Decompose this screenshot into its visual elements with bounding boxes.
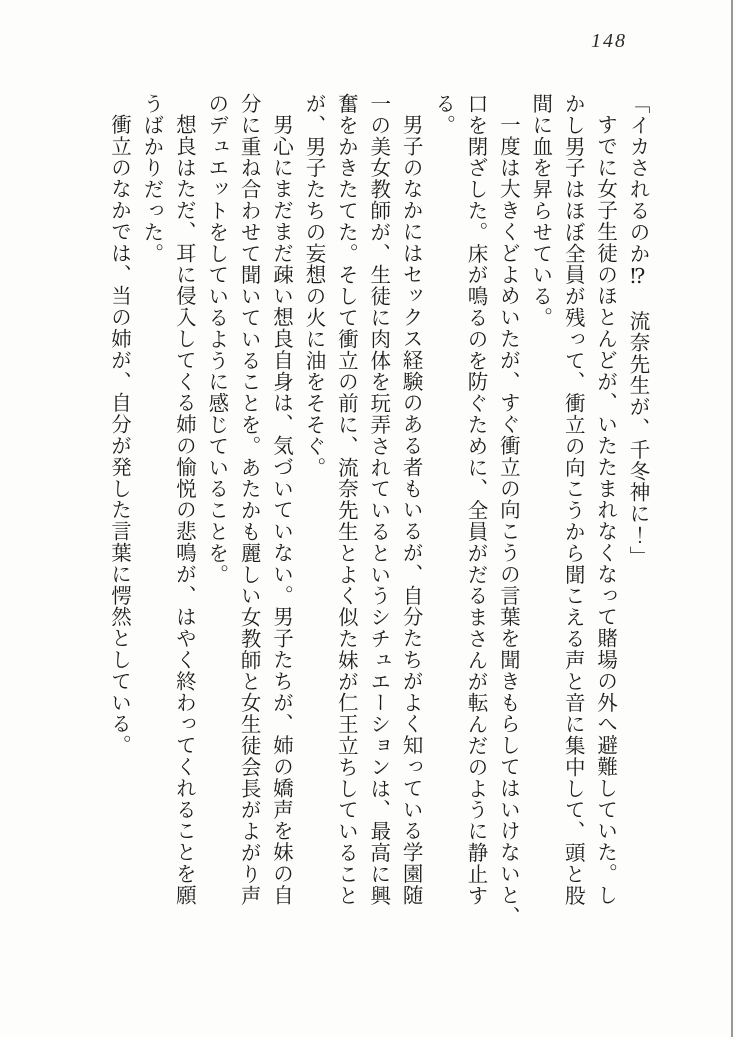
text-line-1: 「イカされるのか⁉ 流奈先生が、千冬神に！」 (626, 93, 648, 568)
text-line-6: 口を閉ざした。床が鳴るのを防ぐために、全員がだるまさんが転んだのように静止す (463, 93, 486, 907)
text-line-16: うばかりだった。 (139, 93, 162, 265)
text-line-7: る。 (431, 93, 454, 136)
body-text (102, 93, 653, 968)
text-line-12: 男心にまだまだ疎い想良自身は、気づいていない。男子たちが、姉の嬌声を妹の自 (269, 114, 292, 907)
text-line-3: かし男子はほぼ全員が残って、衝立の向こうから聞こえる声と音に集中して、頭と股 (561, 93, 584, 907)
text-line-8: 男子のなかにはセックス経験のある者もいるが、自分たちがよく知っている学園随 (399, 114, 422, 907)
page-edge-line (731, 0, 733, 1037)
text-line-5: 一度は大きくどよめいたが、すぐ衝立の向こうの言葉を聞きもらしてはいけないと、 (496, 114, 519, 928)
text-line-4: 間に血を昇らせている。 (528, 93, 551, 329)
page-number: 148 (591, 30, 627, 52)
text-line-17: 衝立のなかでは、当の姉が、自分が発した言葉に愕然としている。 (107, 114, 130, 757)
text-line-13: 分に重ね合わせて聞いていることを。あたかも麗しい女教師と女生徒会長がよがり声 (237, 93, 260, 907)
text-line-11: が、男子たちの妄想の火に油をそそぐ。 (301, 93, 324, 479)
text-line-10: 奮をかきたてた。そして衝立の前に、流奈先生とよく似た妹が仁王立ちしていること (334, 93, 357, 907)
text-line-9: 一の美女教師が、生徒に肉体を玩弄されているというシチュエーションは、最高に興 (366, 93, 389, 907)
text-line-2: すでに女子生徒のほとんどが、いたたまれなくなって賭場の外へ避難していた。し (593, 114, 616, 907)
text-line-14: のデュエットをしているように感じていることを。 (204, 93, 227, 586)
text-line-15: 想良はただ、耳に侵入してくる姉の愉悦の悲鳴が、はやく終わってくれることを願 (172, 114, 195, 907)
